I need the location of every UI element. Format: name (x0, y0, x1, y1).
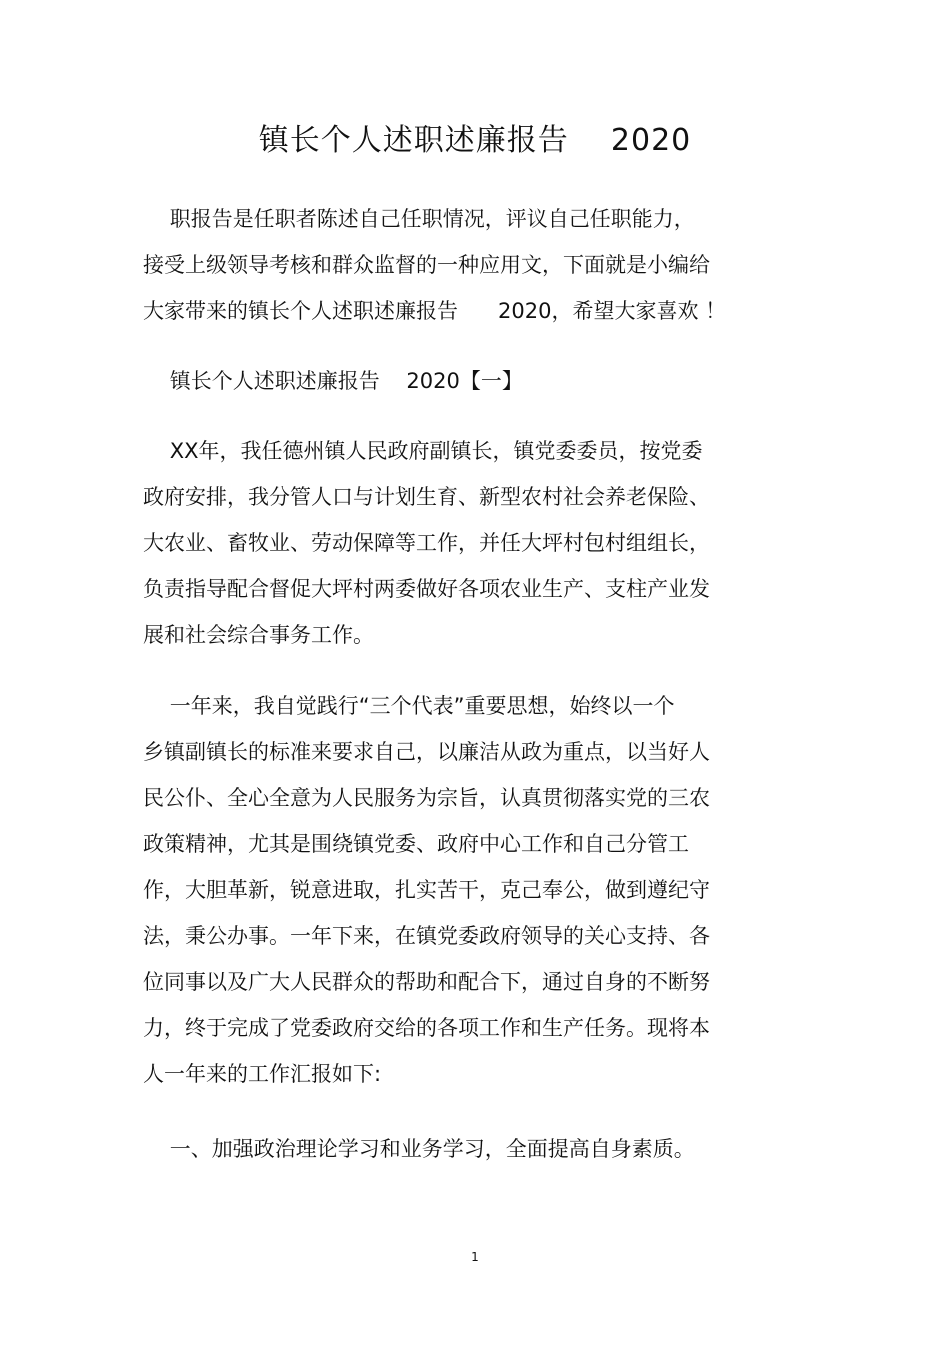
text-line: 人一年来的工作汇报如下: (143, 1062, 382, 1086)
text-line: 作，大胆革新，锐意进取，扎实苦干，克己奉公，做到遵纪守 (143, 878, 710, 902)
text-line: 位同事以及广大人民群众的帮助和配合下，通过自身的不断努 (143, 970, 710, 994)
text-line: XX年，我任德州镇人民政府副镇长，镇党委委员，按党委 (143, 439, 703, 463)
text-line: 接受上级领导考核和群众监督的一种应用文，下面就是小编给 (143, 253, 710, 277)
body-paragraph (143, 428, 763, 658)
text-line: 法，秉公办事。一年下来，在镇党委政府领导的关心支持、各 (143, 924, 710, 948)
text-line: 大家带来的镇长个人述职述廉报告 2020，希望大家喜欢 ！ (143, 299, 727, 323)
text-line: 展和社会综合事务工作。 (143, 623, 374, 647)
text-line: 政府安排，我分管人口与计划生育、新型农村社会养老保险、 (143, 485, 710, 509)
intro-paragraph (143, 196, 763, 334)
body-paragraph (143, 683, 763, 1097)
document-title: 镇长个人述职述廉报告 2020 (258, 123, 692, 158)
text-line: 职报告是任职者陈述自己任职情况，评议自己任职能力， (143, 207, 695, 231)
text-line: 负责指导配合督促大坪村两委做好各项农业生产、支柱产业发 (143, 577, 710, 601)
text-line: 乡镇副镇长的标准来要求自己，以廉洁从政为重点，以当好人 (143, 740, 710, 764)
text-line: 镇长个人述职述廉报告 2020【一】 (143, 369, 523, 393)
page-number: 1 (471, 1250, 479, 1264)
section-heading (143, 358, 763, 404)
text-line: 力，终于完成了党委政府交给的各项工作和生产任务。现将本 (143, 1016, 710, 1040)
text-line: 一年来，我自觉践行“三个代表”重要思想，始终以一个 (143, 694, 675, 718)
text-line: 大农业、畜牧业、劳动保障等工作，并任大坪村包村组组长， (143, 531, 710, 555)
section-heading (143, 1126, 763, 1172)
text-line: 一、加强政治理论学习和业务学习，全面提高自身素质。 (143, 1137, 695, 1161)
text-line: 政策精神，尤其是围绕镇党委、政府中心工作和自己分管工 (143, 832, 689, 856)
text-line: 民公仆、全心全意为人民服务为宗旨，认真贯彻落实党的三农 (143, 786, 710, 810)
